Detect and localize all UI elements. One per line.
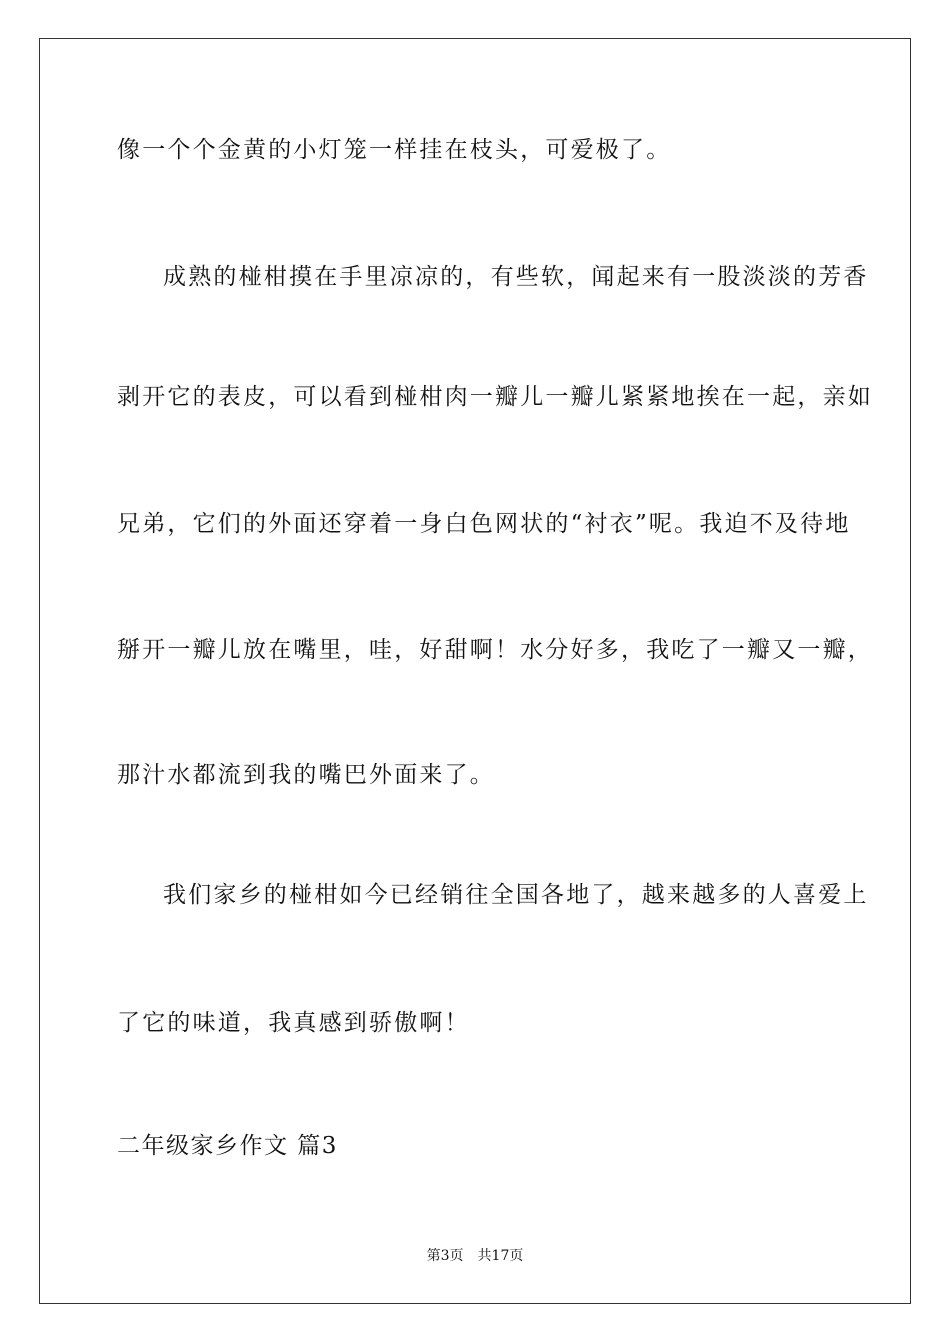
paragraph-line: 成熟的椪柑摸在手里凉凉的，有些软，闻起来有一股淡淡的芳香	[163, 264, 869, 290]
paragraph-line: 剥开它的表皮，可以看到椪柑肉一瓣儿一瓣儿紧紧地挨在一起，亲如	[117, 384, 873, 410]
paragraph-line: 兄弟，它们的外面还穿着一身白色网状的“衬衣”呢。我迫不及待地	[117, 511, 851, 537]
paragraph-line: 那汁水都流到我的嘴巴外面来了。	[117, 762, 495, 788]
paragraph-line: 我们家乡的椪柑如今已经销往全国各地了，越来越多的人喜爱上	[163, 882, 869, 908]
paragraph-line: 像一个个金黄的小灯笼一样挂在枝头，可爱极了。	[117, 137, 672, 163]
page-number: 第3页 共17页	[426, 1248, 524, 1264]
paragraph-line: 掰开一瓣儿放在嘴里，哇，好甜啊！水分好多，我吃了一瓣又一瓣，	[117, 637, 873, 663]
page-border	[39, 38, 911, 1304]
paragraph-line: 了它的味道，我真感到骄傲啊！	[117, 1010, 470, 1036]
section-heading: 二年级家乡作文 篇3	[117, 1133, 338, 1159]
